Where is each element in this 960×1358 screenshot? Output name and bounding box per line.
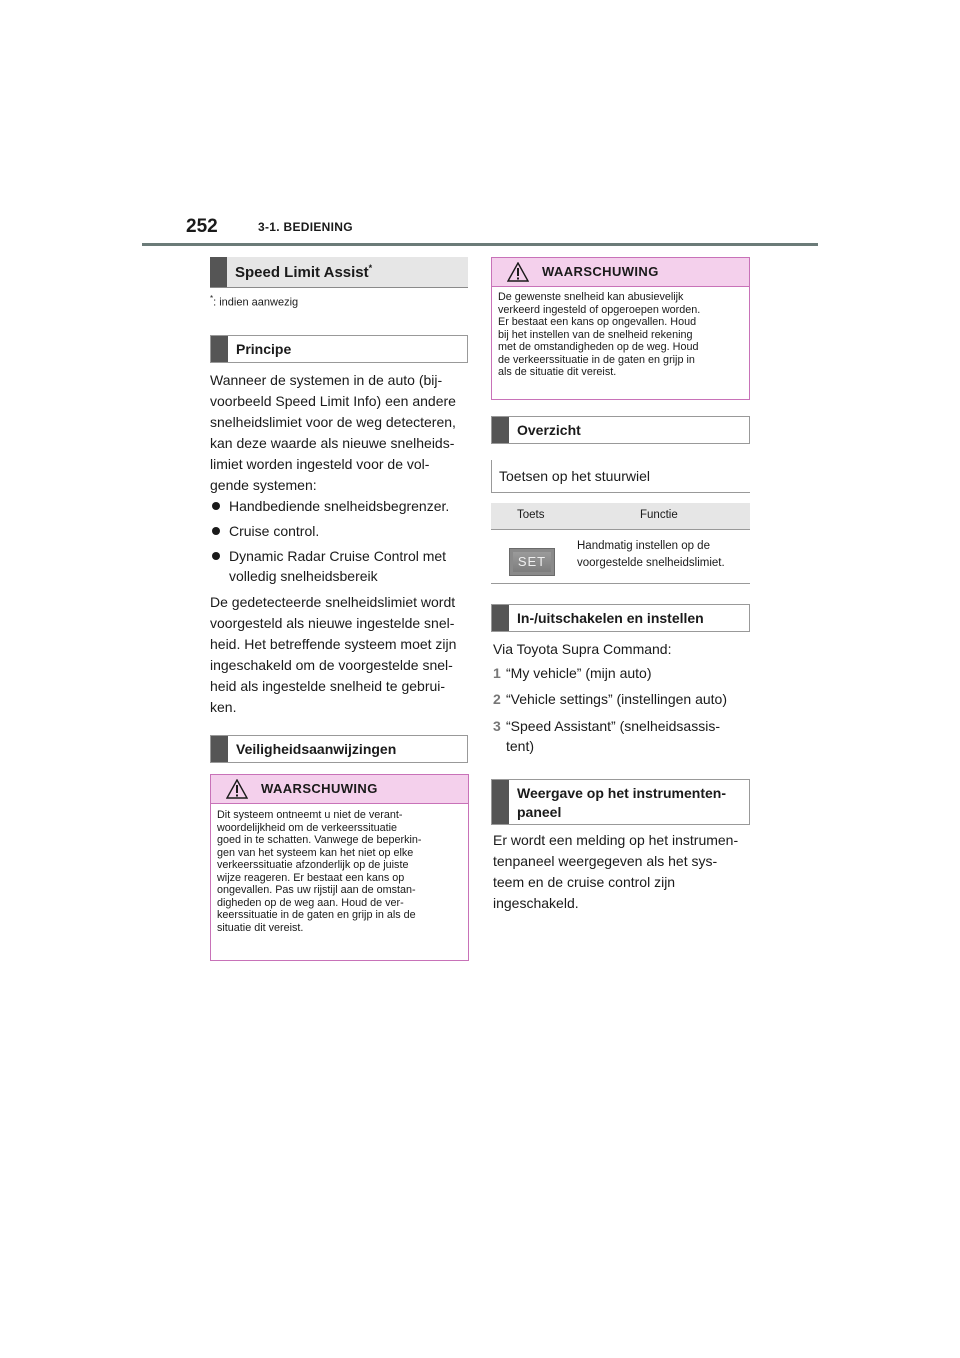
step-text: “My vehicle” (mijn auto) — [506, 665, 652, 681]
text-line: ongevallen. Pas uw rijstijl aan de omstan- — [217, 884, 416, 896]
set-button-label: SET — [513, 552, 551, 572]
subheading-marker — [211, 736, 228, 762]
subheading-veiligheidsaanwijzingen — [210, 735, 468, 763]
step-text: “Vehicle settings” (instellingen auto) — [506, 691, 728, 707]
subheading-label: Overzicht — [517, 422, 581, 438]
text-line: ingeschakeld om de voorgestelde snel- — [210, 657, 453, 673]
warning-header — [211, 775, 468, 804]
text-line: kan deze waarde als nieuwe snelheids- — [210, 435, 455, 451]
text-line: voorbeeld Speed Limit Info) een andere — [210, 393, 456, 409]
subheading-marker — [492, 780, 509, 824]
text-line: digheden op de weg aan. Houd de ver- — [217, 896, 404, 909]
subheading-marker — [492, 605, 509, 631]
intro-paragraph — [210, 370, 470, 496]
set-button-icon — [509, 548, 555, 576]
table-caption-cell — [491, 460, 750, 493]
table-cell-function — [577, 538, 725, 572]
footnote-mark: * — [210, 294, 214, 303]
warning-triangle-icon — [507, 262, 529, 282]
text-line: verkeerd ingesteld of opgeroepen worden. — [498, 303, 701, 316]
text-line: keerssituatie in de gaten en grijp in als de — [217, 909, 416, 921]
text-line: goed in te schatten. Vanwege de beperkin- — [217, 834, 422, 846]
subheading-principe — [210, 335, 468, 363]
text-line: wijze reageren. Er bestaat een kans op — [217, 871, 405, 884]
step-number: 1 — [493, 665, 501, 681]
text-line: heid als ingestelde snelheid te gebrui- — [210, 678, 446, 694]
text-line: woordelijkheid om de verkeerssituatie — [217, 821, 398, 834]
text-line: heid. Het betreffende systeem moet zijn — [210, 636, 457, 652]
subheading-label: In-/uitschakelen en instellen — [517, 610, 704, 626]
text-line: voorgesteld als nieuwe ingestelde snel- — [210, 615, 455, 631]
warning-triangle-icon — [226, 779, 248, 799]
text-line: paneel — [517, 804, 562, 820]
bullet-text: Cruise control. — [229, 523, 320, 539]
subheading-label: Veiligheidsaanwijzingen — [236, 741, 397, 757]
text-line: met de omstandigheden op de weg. Houd — [498, 341, 699, 353]
subheading-marker — [211, 336, 228, 362]
subheading-label — [517, 784, 726, 822]
text-line: Er wordt een melding op het instrumen- — [493, 832, 739, 848]
warning-text — [498, 291, 741, 379]
table-caption: Toetsen op het stuurwiel — [499, 468, 650, 484]
text-line: gen van het systeem kan het niet op elke — [217, 846, 414, 859]
section-heading-speed-limit-assist — [210, 257, 468, 288]
footnote — [210, 294, 298, 309]
table-header-row — [491, 503, 750, 530]
text-line: bij het instellen van de snelheid rekening — [498, 328, 693, 341]
text-line: snelheidslimiet voor de weg detecteren, — [210, 414, 456, 430]
heading-marker — [210, 257, 227, 287]
text-line: De gewenste snelheid kan abusievelijk — [498, 291, 684, 303]
text-line: Handmatig instellen op de — [577, 540, 710, 552]
table-header-functie: Functie — [640, 509, 678, 521]
warning-box — [210, 774, 469, 961]
text-line: ken. — [210, 699, 237, 715]
text-line: de verkeerssituatie in de gaten en grijp in — [498, 353, 695, 366]
text-line: als de situatie dit vereist. — [498, 366, 617, 378]
text-line: tenpaneel weergegeven als het sys- — [493, 853, 718, 869]
text-line: Er bestaat een kans op ongevallen. Houd — [498, 316, 697, 328]
bullet-dot-icon — [212, 502, 220, 510]
header-divider — [142, 243, 818, 246]
display-paragraph — [493, 830, 755, 914]
bullet-dot-icon — [212, 527, 220, 535]
step-number: 3 — [493, 718, 501, 734]
text-line: Wanneer de systemen in de auto (bij- — [210, 372, 443, 388]
footnote-text: : indien aanwezig — [213, 296, 299, 309]
text-line: voorgestelde snelheidslimiet. — [577, 557, 725, 569]
bullet-text: Handbediende snelheidsbegrenzer. — [229, 498, 450, 514]
subheading-label: Principe — [236, 341, 292, 357]
table-row — [491, 530, 750, 584]
heading-asterisk: * — [368, 263, 373, 273]
warning-text — [217, 809, 460, 934]
text-line: teem en de cruise control zijn — [493, 874, 676, 890]
detected-paragraph — [210, 592, 472, 718]
via-text: Via Toyota Supra Command: — [493, 641, 672, 657]
text-line: “Speed Assistant” (snelheidsassis- — [506, 718, 720, 734]
step-text — [506, 716, 751, 756]
text-line: Dynamic Radar Cruise Control met — [229, 548, 447, 564]
text-line: De gedetecteerde snelheidslimiet wordt — [210, 594, 456, 610]
text-line: Dit systeem ontneemt u niet de verant- — [217, 809, 403, 821]
warning-title: WAARSCHUWING — [261, 781, 378, 796]
heading-title: Speed Limit Assist — [235, 264, 369, 281]
subheading-overzicht — [491, 416, 750, 444]
text-line: verkeerssituatie afzonderlijk op de juiste — [217, 859, 409, 871]
step-number: 2 — [493, 691, 501, 707]
bullet-dot-icon — [212, 552, 220, 560]
text-line: tent) — [506, 738, 535, 754]
table-header-toets: Toets — [517, 509, 545, 521]
subheading-weergave — [491, 779, 750, 825]
warning-header — [492, 258, 749, 287]
text-line: situatie dit vereist. — [217, 921, 304, 934]
text-line: volledig snelheidsbereik — [229, 568, 378, 584]
warning-title: WAARSCHUWING — [542, 264, 659, 279]
text-line: limiet worden ingesteld voor de vol- — [210, 456, 430, 472]
section-title: 3-1. BEDIENING — [258, 220, 353, 234]
warning-box — [491, 257, 750, 400]
subheading-in-uitschakelen — [491, 604, 750, 632]
text-line: ingeschakeld. — [493, 895, 579, 911]
bullet-text — [229, 546, 469, 586]
text-line: gende systemen: — [210, 477, 317, 493]
subheading-marker — [492, 417, 509, 443]
text-line: Weergave op het instrumenten- — [517, 785, 727, 801]
page-number: 252 — [186, 216, 218, 237]
